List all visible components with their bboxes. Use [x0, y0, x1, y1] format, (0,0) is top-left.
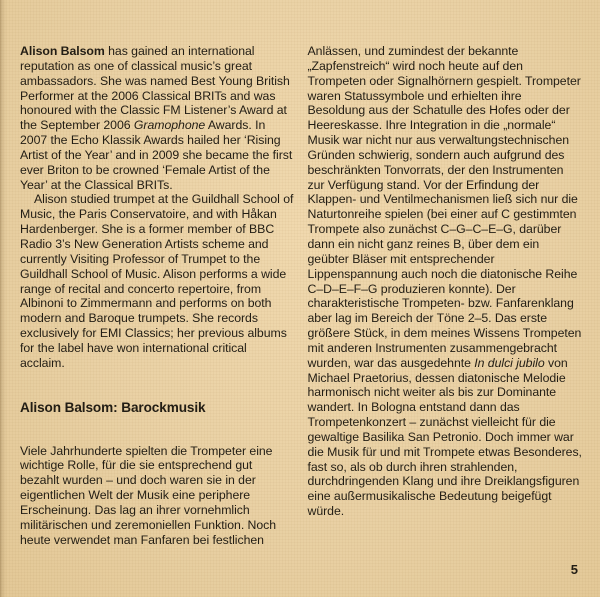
bio-text-b: Awards. In 2007 the Echo Klassik Awards hailed her ‘Rising Artist of the Year’ and in 2009 she became the first ever Briton to be crowned ‘Female Artist of the Year’ at the Classical BRITs. [20, 118, 293, 192]
artist-name-bold: Alison Balsom [20, 44, 105, 58]
work-title-italic: In dulci jubilo [474, 355, 545, 370]
right-column [308, 44, 583, 547]
german-text-b: von Michael Praetorius, dessen diatonische Melodie harmonisch nicht weiter als bis zur Dominante wandert. In Bologna entstand dann das Trompetenkonzert – zunächst vielleicht für die gewaltige Basilika San Petronio. Doch immer war die Musik für und mit Trompete etwas Besonderes, fast so, als ob durch ihren strahlenden, durchdringenden Klang und ihre Dreiklangsfiguren eine außermusikalische Bedeutung beigefügt würde. [307, 355, 582, 519]
left-column [20, 44, 295, 547]
section-heading: Alison Balsom: Barockmusik [20, 399, 206, 415]
page-content [20, 44, 582, 547]
page-crease-shadow [0, 0, 7, 597]
german-notes-paragraph-2 [308, 44, 583, 519]
bio-paragraph-english-2: Alison studied trumpet at the Guildhall School of Music, the Paris Conservatoire, and with Håkan Hardenberger. She is a former member of BBC Radio 3’s New Generation Artists scheme and currently Visiting Professor of Trumpet to the Guildhall School of Music. Alison performs a wide range of recital and concerto repertoire, from Albinoni to Zimmermann and performs on both modern and Baroque trumpets. She records exclusively for EMI Classics; her previous albums for the label have won international critical acclaim. [20, 192, 294, 370]
german-notes-paragraph-1: Viele Jahrhunderte spielten die Trompeter eine wichtige Rolle, für die sie entsprechend gut bezahlt wurden – und doch waren sie in der eigentlichen Welt der Musik eine periphere Erscheinung. Das lag an ihrer vornehmlich militärischen und zeremoniellen Funktion. Noch heute verwendet man Fanfaren bei festlichen [20, 443, 277, 547]
german-text-a: Anlässen, und zumindest der bekannte „Zapfenstreich“ wird noch heute auf den Trompeten oder Signalhörnern gespielt. Trompeter waren Statussymbole und erhielten ihre Besoldung aus der Schatulle des Hofes oder der Heereskasse. Ihre Integration in die „normale“ Musik war nicht nur aus verwaltungstechnischen Gründen schwierig, sondern auch aufgrund des beschränkten Tonvorrats, der den Instrumenten zur Verfügung stand. Vor der Erfindung der Klappen- und Ventilmechanismen ließ sich nur die Naturtonreihe spielen (bei einer auf C gestimmten Trompete also zunächst C–G–C–E–G, darüber dann ein nicht ganz reines B, über dem ein geübter Bläser mit entsprechender Lippenspannung auch noch die diatonische Reihe C–D–E–F–G produzieren konnte). Der charakteristische Trompeten- bzw. Fanfarenklang aber lag im Bereich der Töne 2–5. Das erste größere Stück, in dem meines Wissens Trompeten mit anderen Instrumenten zusammengebracht wurden, war das ausgedehnte [307, 44, 582, 370]
page-number: 5 [570, 562, 578, 577]
bio-paragraph-english-1 [20, 44, 295, 192]
gramophone-magazine-italic: Gramophone [133, 118, 206, 133]
bio-text-a: has gained an international reputation as one of classical music’s great ambassadors. She was named Best Young British Performer at the 2006 Classical BRITs and was honoured with the Classic FM Listener’s Award at the September 2006 [20, 44, 290, 133]
